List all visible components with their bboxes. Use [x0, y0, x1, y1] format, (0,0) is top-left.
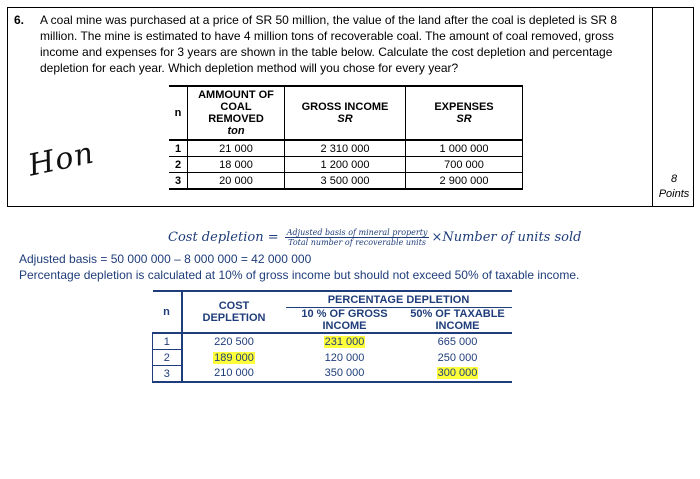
taxable50-value: 250 000 — [437, 351, 478, 364]
cost-cell — [182, 366, 286, 383]
depletion-result-table — [152, 290, 512, 383]
points-cell — [653, 172, 695, 202]
handwritten-note: Hon — [25, 135, 98, 184]
question-number: 6. — [14, 13, 25, 27]
taxable50-value: 665 000 — [437, 335, 478, 348]
cost-depletion-header: COST DEPLETION — [182, 291, 286, 333]
cost-cell — [182, 350, 286, 366]
gross10-value: 350 000 — [324, 367, 365, 380]
income-cell: 1 200 000 — [285, 157, 406, 173]
coal-header — [188, 86, 285, 140]
taxable50-value-highlighted: 300 000 — [437, 367, 478, 380]
row-n: 2 — [169, 157, 188, 173]
table-row — [153, 350, 512, 366]
income-header-unit: SR — [337, 113, 353, 125]
percentage-note-line: Percentage depletion is calculated at 10% of gross income but should not exceed 50% of taxable income. — [19, 268, 580, 282]
adjusted-basis-line: Adjusted basis = 50 000 000 – 8 000 000 = 42 000 000 — [19, 252, 312, 266]
result-n-header: n — [153, 291, 182, 333]
percentage-depletion-header: PERCENTAGE DEPLETION — [286, 291, 512, 308]
row-n: 3 — [169, 173, 188, 190]
taxable50-cell — [404, 333, 512, 350]
expenses-cell: 1 000 000 — [406, 140, 523, 157]
formula-fraction — [285, 228, 430, 247]
table-row — [169, 157, 523, 173]
result-row-n: 3 — [153, 366, 182, 383]
expenses-header — [406, 86, 523, 140]
result-header-row-1 — [153, 291, 512, 308]
taxable50-cell — [404, 366, 512, 383]
taxable50-header: 50% OF TAXABLE INCOME — [404, 308, 512, 334]
cost-value: 220 500 — [214, 335, 254, 348]
cost-depletion-formula — [168, 228, 581, 247]
row-n: 1 — [169, 140, 188, 157]
expenses-cell: 2 900 000 — [406, 173, 523, 190]
gross10-header: 10 % OF GROSS INCOME — [286, 308, 404, 334]
question-text: A coal mine was purchased at a price of SR 50 million, the value of the land after the coal is depleted is SR 8 million. The mine is estimated to have 4 million tons of recoverable coal. The amount of coal removed, gross income and expenses for 3 years are shown in the table below. Calculate the cost depletion and percentage depletion for each year. Which depletion method will you chose for every year? — [40, 13, 617, 75]
formula-rhs: ×Number of units sold — [431, 230, 582, 245]
n-header: n — [169, 86, 188, 140]
cost-value-highlighted: 189 000 — [214, 351, 254, 364]
income-cell: 2 310 000 — [285, 140, 406, 157]
income-cell: 3 500 000 — [285, 173, 406, 190]
table-header-row — [169, 86, 523, 140]
coal-data-table — [169, 85, 523, 190]
income-header — [285, 86, 406, 140]
formula-denominator: Total number of recoverable units — [288, 238, 427, 247]
table-row — [153, 333, 512, 350]
cost-cell — [182, 333, 286, 350]
income-header-label: GROSS INCOME — [301, 101, 389, 113]
gross10-cell — [286, 350, 404, 366]
cost-value: 210 000 — [214, 367, 254, 380]
expenses-header-label: EXPENSES — [434, 101, 494, 113]
coal-cell: 21 000 — [188, 140, 285, 157]
coal-header-unit: ton — [227, 125, 245, 137]
taxable50-cell — [404, 350, 512, 366]
gross10-value: 120 000 — [324, 351, 365, 364]
coal-header-label: AMMOUNT OF COAL REMOVED — [198, 89, 274, 125]
gross10-cell — [286, 366, 404, 383]
gross10-cell — [286, 333, 404, 350]
formula-lhs: Cost depletion = — [168, 230, 279, 245]
expenses-header-unit: SR — [456, 113, 472, 125]
table-row — [153, 366, 512, 383]
formula-numerator: Adjusted basis of mineral property — [286, 228, 428, 237]
coal-cell: 18 000 — [188, 157, 285, 173]
points-value: 8 — [670, 173, 678, 185]
table-row — [169, 140, 523, 157]
result-row-n: 1 — [153, 333, 182, 350]
coal-cell: 20 000 — [188, 173, 285, 190]
table-row — [169, 173, 523, 190]
expenses-cell: 700 000 — [406, 157, 523, 173]
gross10-value-highlighted: 231 000 — [324, 335, 365, 348]
points-label: Points — [658, 188, 690, 200]
result-row-n: 2 — [153, 350, 182, 366]
